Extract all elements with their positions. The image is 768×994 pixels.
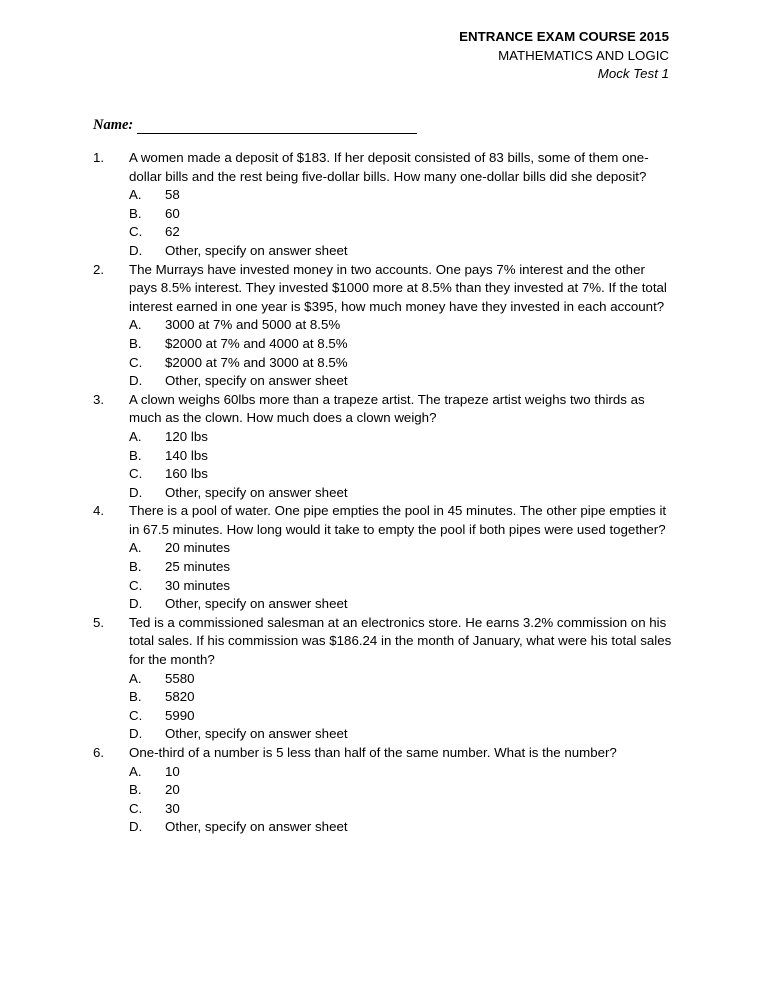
option-letter: C. (129, 224, 143, 240)
option-letter: B. (129, 782, 142, 798)
option-letter: B. (129, 205, 142, 221)
option-letter: D. (129, 373, 143, 389)
test-title: Mock Test 1 (597, 66, 669, 82)
option-text: Other, specify on answer sheet (165, 484, 348, 500)
option-letter: B. (129, 335, 142, 351)
question-1 (93, 149, 673, 261)
option-text: 20 minutes (165, 540, 231, 556)
option-text: 3000 at 7% and 5000 at 8.5% (165, 317, 341, 333)
question-text: One-third of a number is 5 less than half of the same number. What is the number? (129, 745, 617, 760)
option-letter: A. (129, 317, 142, 333)
option-letter: A. (129, 187, 142, 203)
option-text: 30 (165, 800, 180, 816)
option-text: 120 lbs (165, 428, 208, 444)
option-b (129, 781, 673, 800)
option-letter: C. (129, 466, 143, 482)
name-label: Name: (93, 117, 134, 133)
option-letter: A. (129, 763, 142, 779)
option-a (129, 186, 673, 205)
option-a (129, 763, 673, 782)
option-d (129, 725, 673, 744)
option-letter: D. (129, 484, 143, 500)
option-b (129, 688, 673, 707)
option-c (129, 354, 673, 373)
question-number: 2. (93, 261, 105, 277)
option-text: 30 minutes (165, 577, 231, 593)
option-a (129, 670, 673, 689)
option-a (129, 316, 673, 335)
option-d (129, 484, 673, 503)
question-text: The Murrays have invested money in two accounts. One pays 7% interest and the other pays 8.5% interest. They invested $1000 more at 8.5% than they invested at 7%. If the total interest earned in one year is $395, how much money have they invested in each account? (129, 261, 667, 314)
option-text: Other, specify on answer sheet (165, 242, 348, 258)
option-text: 58 (165, 187, 180, 203)
option-a (129, 428, 673, 447)
option-d (129, 818, 673, 837)
option-text: Other, specify on answer sheet (165, 596, 348, 612)
option-text: 5820 (165, 689, 195, 705)
option-b (129, 447, 673, 466)
question-text: A women made a deposit of $183. If her deposit consisted of 83 bills, some of them one-dollar bills and the rest being five-dollar bills. How many one-dollar bills did she deposit? (129, 150, 649, 184)
question-text: A clown weighs 60lbs more than a trapeze artist. The trapeze artist weighs two thirds as much as the clown. How much does a clown weigh? (129, 391, 645, 426)
option-text: 5580 (165, 670, 195, 686)
question-number: 5. (93, 614, 105, 630)
option-text: 10 (165, 763, 180, 779)
option-letter: C. (129, 354, 143, 370)
option-letter: D. (129, 596, 143, 612)
option-b (129, 205, 673, 224)
document-header (459, 28, 669, 84)
question-4 (93, 502, 673, 614)
option-d (129, 595, 673, 614)
option-c (129, 223, 673, 242)
option-b (129, 558, 673, 577)
option-c (129, 800, 673, 819)
option-text: 60 (165, 205, 180, 221)
option-d (129, 372, 673, 391)
question-list (93, 149, 673, 837)
question-number: 6. (93, 745, 105, 760)
option-text: Other, specify on answer sheet (165, 819, 348, 835)
question-text: There is a pool of water. One pipe empties the pool in 45 minutes. The other pipe empties it in 67.5 minutes. How long would it take to empty the pool if both pipes were used together? (129, 503, 667, 537)
option-text: 25 minutes (165, 559, 231, 575)
option-letter: A. (129, 540, 142, 556)
option-letter: D. (129, 819, 143, 835)
question-number: 4. (93, 503, 105, 519)
option-c (129, 707, 673, 726)
name-field (93, 117, 417, 134)
option-c (129, 465, 673, 484)
question-5 (93, 614, 673, 744)
option-letter: C. (129, 800, 143, 816)
option-letter: D. (129, 726, 143, 742)
option-letter: B. (129, 447, 142, 463)
option-text: 140 lbs (165, 447, 208, 463)
option-letter: C. (129, 577, 143, 593)
option-d (129, 242, 673, 261)
option-letter: D. (129, 242, 143, 258)
option-a (129, 539, 673, 558)
subject-title: MATHEMATICS AND LOGIC (498, 47, 669, 63)
option-text: 160 lbs (165, 466, 208, 482)
name-blank-line[interactable] (137, 119, 417, 134)
option-letter: B. (129, 689, 142, 705)
option-letter: A. (129, 670, 142, 686)
course-title: ENTRANCE EXAM COURSE 2015 (459, 29, 669, 44)
option-text: 62 (165, 224, 180, 240)
option-letter: B. (129, 559, 142, 575)
option-text: $2000 at 7% and 3000 at 8.5% (165, 354, 348, 370)
option-text: Other, specify on answer sheet (165, 726, 348, 742)
option-text: 20 (165, 782, 180, 798)
question-3 (93, 391, 673, 503)
option-b (129, 335, 673, 354)
question-6 (93, 744, 673, 837)
option-text: $2000 at 7% and 4000 at 8.5% (165, 335, 348, 351)
question-number: 3. (93, 391, 105, 407)
question-number: 1. (93, 150, 105, 165)
option-text: 5990 (165, 707, 195, 723)
option-text: Other, specify on answer sheet (165, 373, 348, 389)
question-text: Ted is a commissioned salesman at an electronics store. He earns 3.2% commission on his total sales. If his commission was $186.24 in the month of January, what were his total sales for the month? (129, 614, 672, 668)
option-c (129, 577, 673, 596)
option-letter: A. (129, 428, 142, 444)
question-2 (93, 261, 673, 391)
option-letter: C. (129, 707, 143, 723)
